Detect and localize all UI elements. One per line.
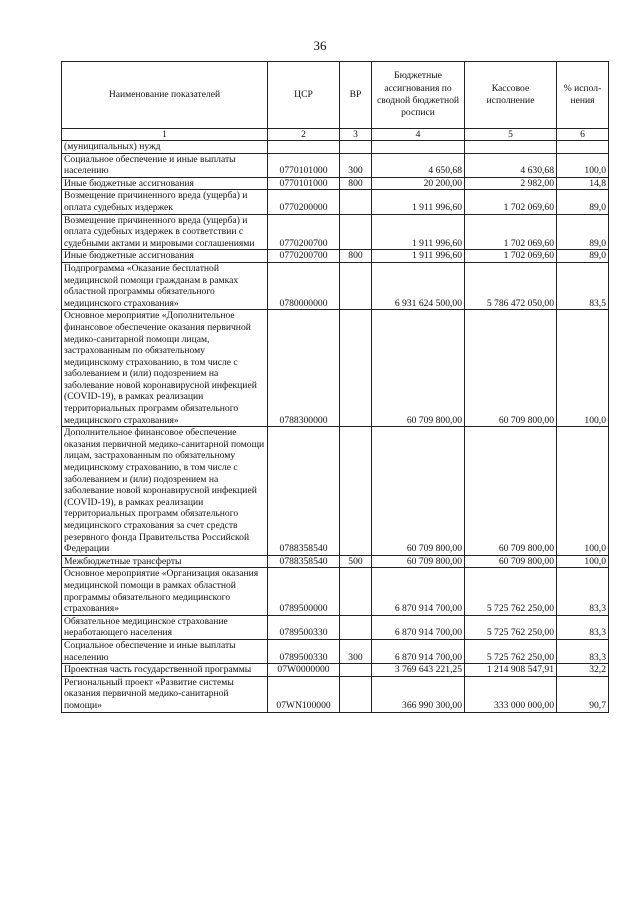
cash-execution-value: 2 982,00	[465, 177, 557, 190]
indicator-name: Возмещение причиненного вреда (ущерба) и оплата судебных издержек в соответствии с судебными актами и мировыми соглашениями	[62, 214, 268, 250]
cash-execution-value: 5 725 762 250,00	[465, 615, 557, 639]
budget-allocation-value: 60 709 800,00	[372, 427, 465, 556]
budget-allocation-value: 6 870 914 700,00	[372, 568, 465, 615]
vr-code	[340, 310, 372, 427]
table-row	[62, 262, 609, 309]
budget-allocation-value	[372, 141, 465, 154]
cash-execution-value: 4 630,68	[465, 153, 557, 177]
column-number: 2	[268, 129, 340, 141]
execution-percent-value: 100,0	[557, 427, 609, 556]
table-row	[62, 310, 609, 427]
execution-percent-value: 83,3	[557, 639, 609, 663]
vr-code	[340, 214, 372, 250]
vr-code	[340, 141, 372, 154]
execution-percent-value: 83,3	[557, 615, 609, 639]
header-indicator-name: Наименование показателей	[62, 62, 268, 129]
indicator-name: Социальное обеспечение и иные выплаты населению	[62, 639, 268, 663]
cash-execution-value: 1 702 069,60	[465, 190, 557, 214]
indicator-name: Дополнительное финансовое обеспечение оказания первичной медико-санитарной помощи лицам, застрахованным по обязательному медицинскому страхованию, в том числе с заболеванием и (или) подозрением на заболевание новой коронавирусной инфекцией (COVID-19), в рамках реализации территориальных программ обязательного медицинского страхования за счет средств резервного фонда Правительства Российской Федерации	[62, 427, 268, 556]
table-row	[62, 615, 609, 639]
csr-code: 0770200700	[268, 250, 340, 263]
header-row	[62, 62, 609, 129]
budget-allocation-value: 20 200,00	[372, 177, 465, 190]
csr-code: 07W0000000	[268, 664, 340, 677]
csr-code	[268, 141, 340, 154]
budget-allocation-value: 4 650,68	[372, 153, 465, 177]
header-execution-percent: % испол-нения	[557, 62, 609, 129]
budget-allocation-value: 1 911 996,60	[372, 190, 465, 214]
execution-percent-value: 89,0	[557, 250, 609, 263]
indicator-name: Межбюджетные трансферты	[62, 555, 268, 568]
column-number-row	[62, 129, 609, 141]
execution-percent-value	[557, 141, 609, 154]
budget-allocation-value: 60 709 800,00	[372, 310, 465, 427]
csr-code: 0770200700	[268, 214, 340, 250]
indicator-name: Иные бюджетные ассигнования	[62, 177, 268, 190]
csr-code: 0770101000	[268, 153, 340, 177]
execution-percent-value: 100,0	[557, 153, 609, 177]
vr-code: 300	[340, 639, 372, 663]
table-row	[62, 214, 609, 250]
cash-execution-value: 5 786 472 050,00	[465, 262, 557, 309]
vr-code	[340, 615, 372, 639]
execution-percent-value: 14,8	[557, 177, 609, 190]
budget-allocation-value: 1 911 996,60	[372, 250, 465, 263]
vr-code	[340, 190, 372, 214]
vr-code	[340, 664, 372, 677]
budget-allocation-value: 366 990 300,00	[372, 676, 465, 712]
table-row	[62, 568, 609, 615]
budget-allocation-value: 1 911 996,60	[372, 214, 465, 250]
csr-code: 0770101000	[268, 177, 340, 190]
vr-code: 800	[340, 250, 372, 263]
execution-percent-value: 83,5	[557, 262, 609, 309]
vr-code	[340, 427, 372, 556]
execution-percent-value: 89,0	[557, 190, 609, 214]
vr-code: 800	[340, 177, 372, 190]
cash-execution-value: 60 709 800,00	[465, 310, 557, 427]
cash-execution-value: 1 214 908 547,91	[465, 664, 557, 677]
execution-percent-value: 100,0	[557, 555, 609, 568]
vr-code: 500	[340, 555, 372, 568]
column-number: 4	[372, 129, 465, 141]
table-row	[62, 639, 609, 663]
cash-execution-value: 5 725 762 250,00	[465, 568, 557, 615]
indicator-name: Основное мероприятие «Организация оказания медицинской помощи в рамках областной программы обязательного медицинского страхования»	[62, 568, 268, 615]
cash-execution-value: 1 702 069,60	[465, 214, 557, 250]
table-body	[62, 141, 609, 713]
budget-execution-table	[61, 61, 609, 713]
execution-percent-value: 100,0	[557, 310, 609, 427]
indicator-name: (муниципальных) нужд	[62, 141, 268, 154]
cash-execution-value	[465, 141, 557, 154]
csr-code: 0789500000	[268, 568, 340, 615]
table-row	[62, 427, 609, 556]
table-row	[62, 250, 609, 263]
indicator-name: Региональный проект «Развитие системы оказания первичной медико-санитарной помощи»	[62, 676, 268, 712]
execution-percent-value: 89,0	[557, 214, 609, 250]
budget-allocation-value: 6 870 914 700,00	[372, 615, 465, 639]
cash-execution-value: 1 702 069,60	[465, 250, 557, 263]
budget-allocation-value: 6 870 914 700,00	[372, 639, 465, 663]
budget-allocation-value: 3 769 643 221,25	[372, 664, 465, 677]
indicator-name: Иные бюджетные ассигнования	[62, 250, 268, 263]
csr-code: 0789500330	[268, 615, 340, 639]
indicator-name: Социальное обеспечение и иные выплаты населению	[62, 153, 268, 177]
execution-percent-value: 83,3	[557, 568, 609, 615]
vr-code	[340, 676, 372, 712]
indicator-name: Проектная часть государственной программы	[62, 664, 268, 677]
indicator-name: Обязательное медицинское страхование неработающего населения	[62, 615, 268, 639]
header-cash-execution: Кассовое исполнение	[465, 62, 557, 129]
cash-execution-value: 60 709 800,00	[465, 555, 557, 568]
table-row	[62, 676, 609, 712]
execution-percent-value: 32,2	[557, 664, 609, 677]
header-budget-allocations: Бюджетные ассигнования по сводной бюджетной росписи	[372, 62, 465, 129]
table-row	[62, 190, 609, 214]
column-number: 5	[465, 129, 557, 141]
table-row	[62, 153, 609, 177]
execution-percent-value: 90,7	[557, 676, 609, 712]
table-row	[62, 664, 609, 677]
csr-code: 07WN100000	[268, 676, 340, 712]
csr-code: 0788358540	[268, 555, 340, 568]
table-row	[62, 555, 609, 568]
csr-code: 0770200000	[268, 190, 340, 214]
vr-code	[340, 568, 372, 615]
indicator-name: Основное мероприятие «Дополнительное финансовое обеспечение оказания первичной медико-санитарной помощи лицам, застрахованным по обязательному медицинскому страхованию, в том числе с заболеванием и (или) подозрением на заболевание новой коронавирусной инфекцией (COVID-19), в рамках реализации территориальных программ обязательного медицинского страхования»	[62, 310, 268, 427]
csr-code: 0788300000	[268, 310, 340, 427]
indicator-name: Возмещение причиненного вреда (ущерба) и оплата судебных издержек	[62, 190, 268, 214]
table-row	[62, 141, 609, 154]
csr-code: 0780000000	[268, 262, 340, 309]
indicator-name: Подпрограмма «Оказание бесплатной медицинской помощи гражданам в рамках областной программы обязательного медицинского страхования»	[62, 262, 268, 309]
csr-code: 0789500330	[268, 639, 340, 663]
budget-allocation-value: 60 709 800,00	[372, 555, 465, 568]
table-row	[62, 177, 609, 190]
csr-code: 0788358540	[268, 427, 340, 556]
column-number: 1	[62, 129, 268, 141]
column-number: 3	[340, 129, 372, 141]
cash-execution-value: 60 709 800,00	[465, 427, 557, 556]
cash-execution-value: 5 725 762 250,00	[465, 639, 557, 663]
header-csr: ЦСР	[268, 62, 340, 129]
vr-code	[340, 262, 372, 309]
page-number: 36	[313, 38, 327, 53]
column-number: 6	[557, 129, 609, 141]
header-vr: ВР	[340, 62, 372, 129]
budget-allocation-value: 6 931 624 500,00	[372, 262, 465, 309]
vr-code: 300	[340, 153, 372, 177]
cash-execution-value: 333 000 000,00	[465, 676, 557, 712]
